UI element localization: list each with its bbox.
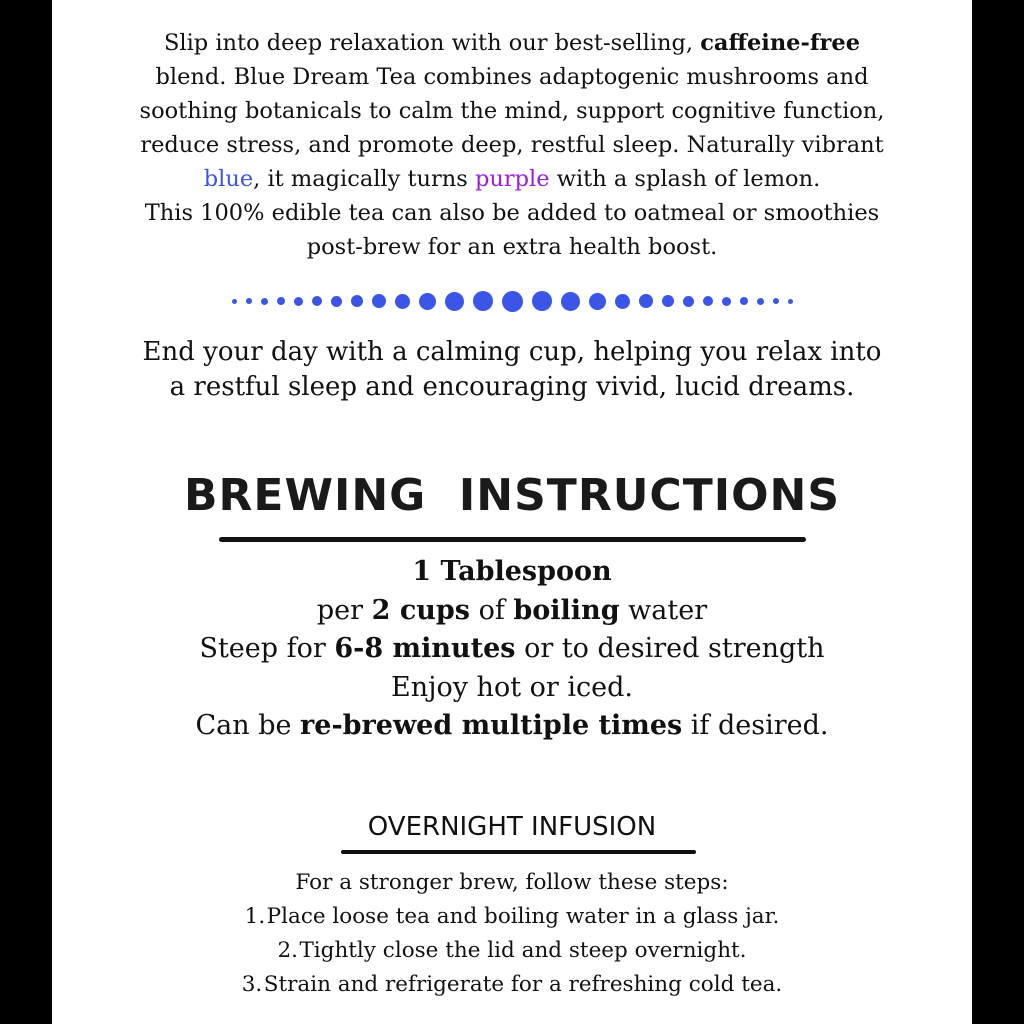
- heading-underline: [219, 537, 806, 542]
- divider-dot: [703, 296, 713, 306]
- brew-text: of: [469, 594, 514, 626]
- intro-text: Slip into deep relaxation with our best-selling,: [163, 30, 701, 56]
- cups-amount: 2 cups: [371, 594, 470, 626]
- divider-dot: [740, 297, 748, 305]
- step-number: 2.: [277, 938, 298, 963]
- divider-dot: [294, 297, 303, 306]
- list-item: [52, 934, 972, 968]
- boiling-highlight: boiling: [513, 594, 620, 626]
- divider-dot: [615, 294, 630, 309]
- step-number: 1.: [244, 904, 266, 929]
- brewing-instructions-heading: BREWING INSTRUCTIONS: [183, 470, 841, 521]
- divider-dot: [351, 295, 363, 307]
- step-text: Strain and refrigerate for a refreshing cold tea.: [263, 972, 783, 997]
- subheading-underline: [341, 850, 696, 854]
- intro-text: with a splash of lemon.: [549, 166, 821, 192]
- list-item: [52, 900, 972, 934]
- step-number: 3.: [241, 972, 263, 997]
- rebrew-highlight: re-brewed multiple times: [300, 710, 683, 741]
- brew-line: [52, 553, 972, 592]
- brewing-instructions: [52, 553, 972, 746]
- divider-dot: [589, 293, 606, 310]
- divider-dot: [473, 291, 493, 311]
- dotted-divider: [52, 286, 972, 316]
- divider-dot: [277, 297, 285, 305]
- steep-time: 6-8 minutes: [334, 633, 516, 664]
- overnight-steps-list: [52, 900, 972, 1002]
- caffeine-free-highlight: caffeine-free: [700, 30, 861, 56]
- purple-color-word: purple: [474, 166, 550, 192]
- divider-dot: [246, 298, 252, 304]
- intro-line: soothing botanicals to calm the mind, support cognitive function,: [139, 98, 885, 124]
- brew-line: [52, 592, 972, 631]
- intro-line: blend. Blue Dream Tea combines adaptogenic mushrooms and: [155, 64, 869, 90]
- divider-dot: [757, 298, 764, 305]
- brew-line: [52, 707, 972, 746]
- list-item: [52, 968, 972, 1002]
- overnight-infusion-section: [52, 866, 972, 1002]
- brew-text: per: [316, 594, 372, 626]
- divider-dot: [395, 294, 410, 309]
- closing-paragraph: [52, 335, 972, 405]
- divider-dot: [662, 295, 674, 307]
- overnight-infusion-heading: OVERNIGHT INFUSION: [367, 812, 657, 842]
- divider-dot: [445, 292, 464, 311]
- divider-dot: [788, 299, 793, 304]
- divider-dot: [532, 291, 552, 311]
- intro-line: reduce stress, and promote deep, restful sleep. Naturally vibrant: [140, 132, 884, 158]
- divider-dot: [502, 291, 523, 312]
- brew-text: Can be: [195, 710, 301, 741]
- brew-line: [52, 630, 972, 669]
- intro-line: [52, 26, 972, 60]
- overnight-intro: For a stronger brew, follow these steps:: [295, 870, 729, 895]
- divider-dot: [722, 297, 731, 306]
- intro-line: [52, 162, 972, 196]
- divider-dot: [419, 293, 436, 310]
- step-text: Tightly close the lid and steep overnight.: [299, 938, 747, 963]
- brew-text: or to desired strength: [515, 633, 825, 664]
- divider-dot: [261, 298, 268, 305]
- product-description-panel: [52, 0, 972, 1024]
- divider-dot: [331, 296, 342, 307]
- divider-dot: [561, 292, 580, 311]
- divider-dot: [312, 296, 322, 306]
- divider-dot: [372, 294, 386, 308]
- divider-dot: [773, 298, 779, 304]
- brew-text: Steep for: [199, 633, 335, 664]
- divider-dot: [639, 294, 653, 308]
- tablespoon-amount: 1 Tablespoon: [412, 556, 612, 587]
- brew-line: Enjoy hot or iced.: [391, 671, 633, 703]
- divider-dot: [232, 299, 237, 304]
- divider-dot: [683, 296, 694, 307]
- intro-line: This 100% edible tea can also be added to oatmeal or smoothies: [144, 200, 880, 226]
- blue-color-word: blue: [203, 166, 254, 192]
- intro-text: , it magically turns: [253, 166, 475, 192]
- brew-text: water: [619, 594, 708, 626]
- closing-line: End your day with a calming cup, helping you relax into: [142, 337, 882, 367]
- intro-line: post-brew for an extra health boost.: [306, 234, 718, 260]
- intro-paragraph: [52, 26, 972, 264]
- closing-line: a restful sleep and encouraging vivid, lucid dreams.: [169, 372, 855, 402]
- brew-text: if desired.: [682, 710, 829, 741]
- step-text: Place loose tea and boiling water in a glass jar.: [266, 904, 780, 929]
